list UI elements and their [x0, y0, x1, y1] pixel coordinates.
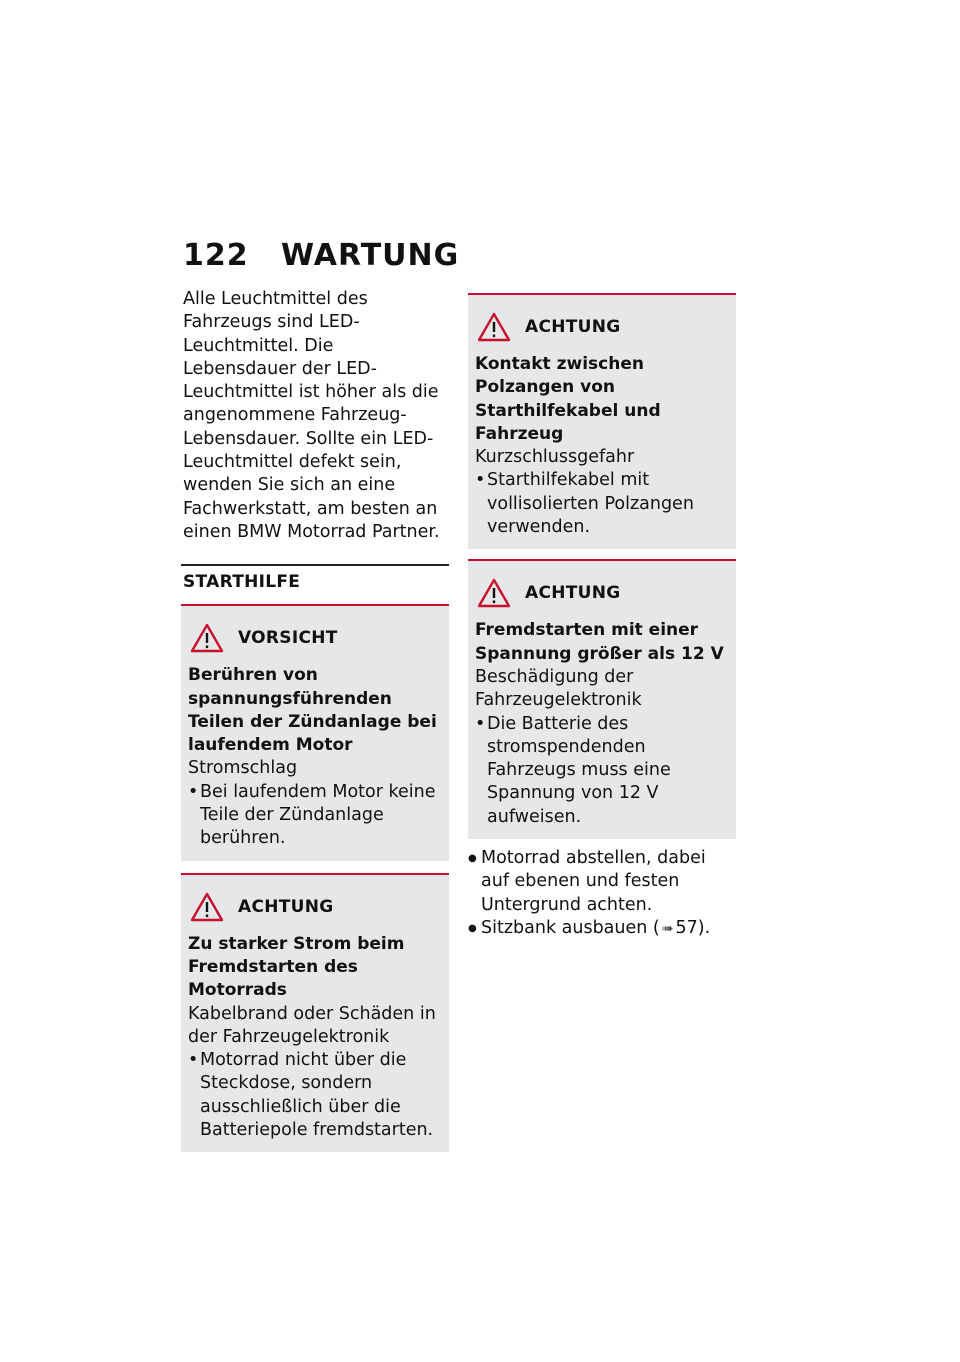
section-divider — [181, 564, 449, 566]
warning-triangle-icon — [477, 312, 511, 342]
section-title: STARTHILFE — [183, 572, 301, 593]
warning-consequence: Beschädigung der Fahrzeugelektronik — [475, 666, 642, 711]
warning-action: • Motorrad nicht über die Steckdose, sondern ausschließlich über die Batteriepole fremdstarten. — [188, 1049, 441, 1142]
warning-triangle-icon — [190, 892, 224, 922]
left-column — [181, 288, 449, 1152]
procedure-step: ● Motorrad abstellen, dabei auf ebenen und festen Untergrund achten. — [468, 847, 736, 917]
step-suffix: ). — [697, 917, 711, 938]
warning-lead: Berühren von spannungsführenden Teilen der Zündanlage bei laufendem Motor — [188, 665, 437, 756]
procedure-steps — [468, 847, 736, 941]
warning-consequence: Stromschlag — [188, 758, 298, 779]
warning-actions — [475, 469, 728, 539]
warning-head — [188, 889, 441, 925]
step-text: Sitzbank ausbauen ( — [481, 917, 660, 938]
warning-box-vorsicht — [181, 604, 449, 860]
warning-actions — [188, 1049, 441, 1142]
warning-consequence: Kabelbrand oder Schäden in der Fahrzeugelektronik — [188, 1003, 436, 1047]
warning-head — [475, 575, 728, 611]
warning-action: • Starthilfekabel mit vollisolierten Polzangen verwenden. — [475, 469, 728, 539]
warning-title: ACHTUNG — [238, 896, 334, 917]
warning-action: • Die Batterie des stromspendenden Fahrzeugs muss eine Spannung von 12 V aufweisen. — [475, 713, 728, 829]
warning-head — [188, 620, 441, 656]
warning-triangle-icon — [477, 578, 511, 608]
chapter-title: WARTUNG — [281, 238, 460, 273]
page-header — [183, 238, 459, 273]
warning-box-achtung — [181, 873, 449, 1153]
warning-box-achtung — [468, 293, 736, 549]
page-reference-link[interactable]: 57 — [675, 917, 698, 938]
procedure-step — [468, 917, 736, 941]
warning-actions — [188, 781, 441, 851]
warning-title: VORSICHT — [238, 628, 338, 649]
right-column — [468, 293, 736, 941]
warning-lead: Fremdstarten mit einer Spannung größer als 12 V — [475, 620, 724, 664]
warning-consequence: Kurzschlussgefahr — [475, 447, 635, 468]
warning-title: ACHTUNG — [525, 583, 621, 604]
warning-lead: Zu starker Strom beim Fremdstarten des Motorrads — [188, 933, 405, 1001]
intro-paragraph: Alle Leuchtmittel des Fahrzeugs sind LED-Leuchtmittel. Die Lebensdauer der LED-Leuchtmittel ist höher als die angenommene Fahrzeug-Lebensdauer. Sollte ein LED-Leuchtmittel defekt sein, wenden Sie sich an eine Fachwerkstatt, am besten an einen BMW Motorrad Partner. — [183, 289, 440, 542]
warning-title: ACHTUNG — [525, 317, 621, 337]
warning-lead: Kontakt zwischen Polzangen von Starthilfekabel und Fahrzeug — [475, 354, 661, 444]
page-number: 122 — [183, 238, 249, 273]
warning-triangle-icon — [190, 623, 224, 653]
warning-box-achtung — [468, 559, 736, 839]
warning-action: • Bei laufendem Motor keine Teile der Zündanlage berühren. — [188, 781, 441, 851]
warning-actions — [475, 713, 728, 829]
page-reference-arrow-icon: ➠ — [661, 920, 674, 937]
warning-head — [475, 309, 728, 345]
